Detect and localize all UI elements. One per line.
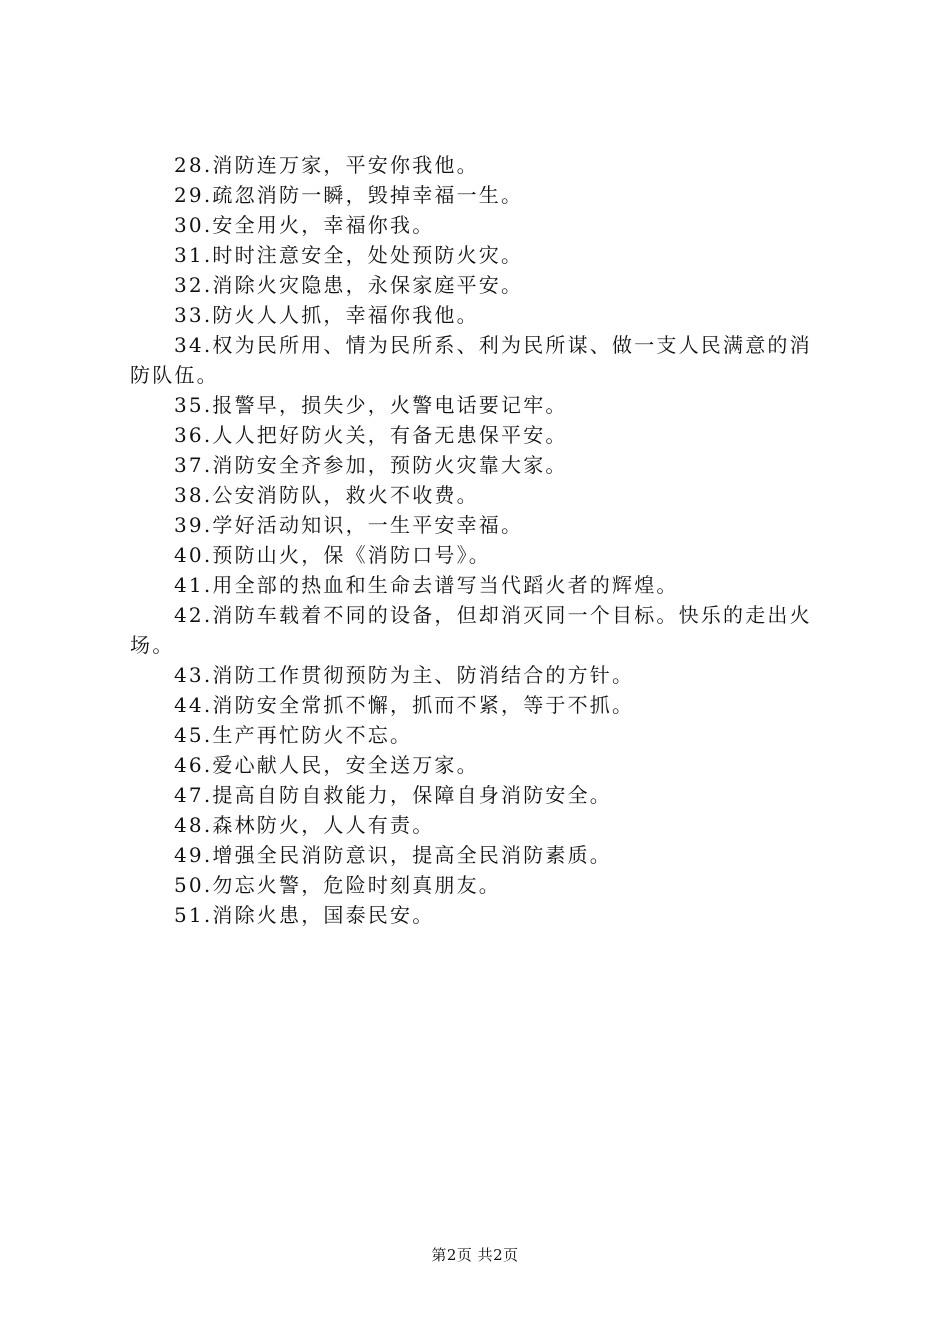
slogan-line: 47.提高自防自救能力，保障自身消防安全。 [174,783,613,807]
slogan-line: 42.消防车载着不同的设备，但却消灭同一个目标。快乐的走出火场。 [130,603,812,657]
slogan-line: 41.用全部的热血和生命去谱写当代蹈火者的辉煌。 [174,573,679,597]
slogan-line: 49.增强全民消防意识，提高全民消防素质。 [174,843,613,867]
slogan-line: 38.公安消防队，救火不收费。 [174,483,479,507]
slogan-line: 39.学好活动知识，一生平安幸福。 [174,513,524,537]
slogan-line: 50.勿忘火警，危险时刻真朋友。 [174,873,502,897]
slogan-line: 34.权为民所用、情为民所系、利为民所谋、做一支人民满意的消防队伍。 [130,333,812,387]
slogan-list [130,150,830,930]
slogan-line: 37.消防安全齐参加，预防火灾靠大家。 [174,453,568,477]
slogan-line: 31.时时注意安全，处处预防火灾。 [174,243,524,267]
slogan-line: 28.消防连万家，平安你我他。 [174,153,479,177]
slogan-line: 43.消防工作贯彻预防为主、防消结合的方针。 [174,663,635,687]
slogan-line: 45.生产再忙防火不忘。 [174,723,413,747]
slogan-line: 51.消除火患，国泰民安。 [174,903,435,927]
page-footer: 第2页 共2页 [431,1246,519,1264]
slogan-line: 35.报警早，损失少，火警电话要记牢。 [174,393,568,417]
slogan-line: 32.消除火灾隐患，永保家庭平安。 [174,273,524,297]
slogan-line: 44.消防安全常抓不懈，抓而不紧，等于不抓。 [174,693,635,717]
slogan-line: 46.爱心献人民，安全送万家。 [174,753,479,777]
slogan-line: 33.防火人人抓，幸福你我他。 [174,303,479,327]
slogan-line: 48.森林防火，人人有责。 [174,813,435,837]
slogan-line: 40.预防山火，保《消防口号》。 [174,543,492,567]
slogan-line: 29.疏忽消防一瞬，毁掉幸福一生。 [174,183,524,207]
slogan-line: 36.人人把好防火关，有备无患保平安。 [174,423,568,447]
slogan-line: 30.安全用火，幸福你我。 [174,213,435,237]
